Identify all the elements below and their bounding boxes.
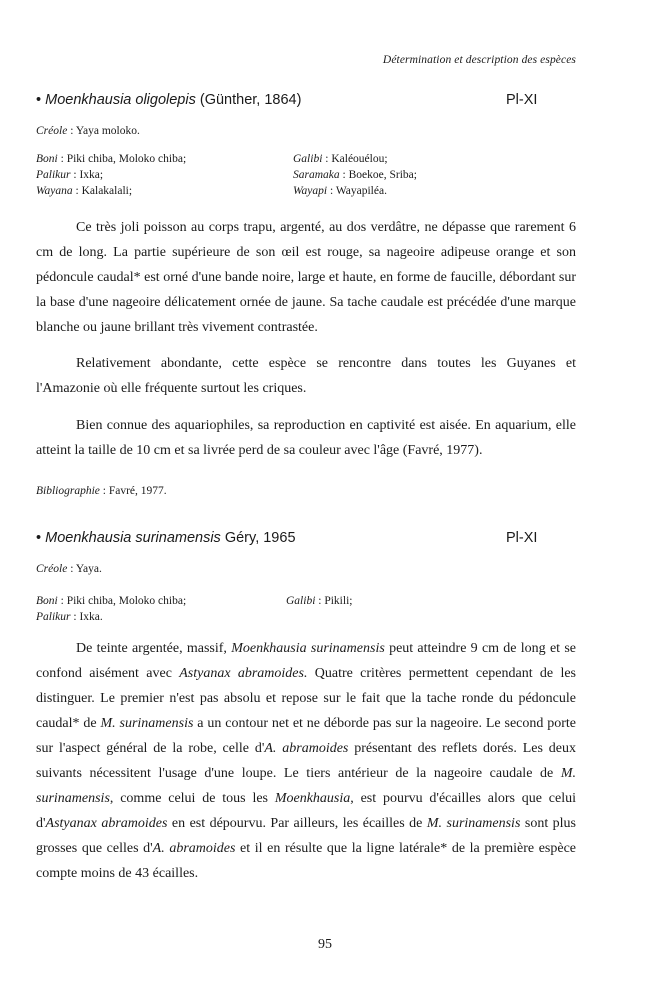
page-number: 95 bbox=[318, 937, 332, 952]
species-2-vernacular-names bbox=[36, 593, 596, 627]
vernacular-name: Boni : Piki chiba, Moloko chiba; bbox=[36, 595, 187, 607]
species-1-name: Moenkhausia oligolepis bbox=[45, 92, 196, 108]
creole-label: Créole bbox=[36, 563, 68, 575]
species-1-plate: Pl-XI bbox=[506, 92, 538, 108]
bullet: • bbox=[36, 92, 42, 108]
species-1-creole: Créole : Yaya moloko. bbox=[36, 125, 140, 137]
species-2-description: De teinte argentée, massif, Moenkhausia surinamensis peut atteindre 9 cm de long et se confond aisément avec Astyanax abramoides. Quatre critères permettent cependant de les distinguer. Le premier n'est pas absolu et repose sur le fait que la tache ronde du pédoncule caudal* de M. surinamensis a un contour net et ne déborde pas sur la nageoire. Le second porte sur l'aspect général de la robe, celle d'A. abramoides présentant des reflets dorés. Les deux suivants nécessitent l'usage d'une loupe. Le tiers antérieur de la nageoire caudale de M. surinamensis, comme celui de tous les Moenkhausia, est pourvu d'écailles alors que celui d'Astyanax abramoides en est dépourvu. Par ailleurs, les écailles de M. surinamensis sont plus grosses que celles d'A. abramoides et il en résulte que la ligne latérale* de la première espèce compte moins de 43 écailles. bbox=[36, 641, 577, 881]
species-1-aquarium: Bien connue des aquariophiles, sa reproduction en captivité est aisée. En aquarium, elle atteint la taille de 10 cm et sa livrée perd de sa couleur avec l'âge (Favré, 1977). bbox=[36, 418, 576, 458]
vernacular-name: Galibi : Pikili; bbox=[286, 595, 353, 607]
vernacular-name: Boni : Piki chiba, Moloko chiba; bbox=[36, 153, 187, 165]
names-left-column bbox=[36, 593, 186, 625]
species-1-bibliography: Bibliographie : Favré, 1977. bbox=[36, 485, 167, 497]
names-right-column bbox=[293, 151, 417, 199]
bullet: • bbox=[36, 530, 42, 546]
creole-label: Créole bbox=[36, 125, 68, 137]
species-2-name: Moenkhausia surinamensis bbox=[45, 530, 221, 546]
vernacular-name: Wayana : Kalakalali; bbox=[36, 185, 133, 197]
species-2-creole: Créole : Yaya. bbox=[36, 563, 102, 575]
names-left-column bbox=[36, 151, 186, 199]
vernacular-name: Saramaka : Boekoe, Sriba; bbox=[293, 169, 417, 181]
names-right-column bbox=[286, 593, 352, 609]
bibliography-label: Bibliographie bbox=[36, 485, 100, 497]
species-1-heading bbox=[36, 92, 576, 108]
species-2-heading bbox=[36, 530, 576, 546]
species-2-plate: Pl-XI bbox=[506, 530, 538, 546]
vernacular-name: Wayapi : Wayapiléa. bbox=[293, 185, 387, 197]
running-head: Détermination et description des espèces bbox=[382, 54, 576, 66]
species-1-description: Ce très joli poisson au corps trapu, argenté, au dos verdâtre, ne dépasse que rarement 6 cm de long. La partie supérieure de son œil est rouge, sa nageoire adipeuse orange et son pédoncule caudal* est orné d'une bande noire, large et haute, en forme de faucille, débordant sur la base d'une nageoire délicatement ornée de jaune. Sa tache caudale est précédée d'une marque blanche ou jaune brillant très vivement contrastée. bbox=[36, 220, 576, 335]
creole-value: Yaya moloko. bbox=[75, 125, 140, 137]
species-2-author: Géry, 1965 bbox=[224, 530, 296, 546]
bibliography-value: Favré, 1977. bbox=[108, 485, 167, 497]
species-1-distribution: Relativement abondante, cette espèce se rencontre dans toutes les Guyanes et l'Amazonie où elle fréquente surtout les criques. bbox=[36, 356, 576, 396]
creole-value: Yaya. bbox=[75, 563, 102, 575]
vernacular-name: Galibi : Kaléouélou; bbox=[293, 153, 388, 165]
species-1-vernacular-names bbox=[36, 151, 596, 201]
vernacular-name: Palikur : Ixka. bbox=[36, 611, 103, 623]
species-1-author: (Günther, 1864) bbox=[199, 92, 302, 108]
vernacular-name: Palikur : Ixka; bbox=[36, 169, 104, 181]
